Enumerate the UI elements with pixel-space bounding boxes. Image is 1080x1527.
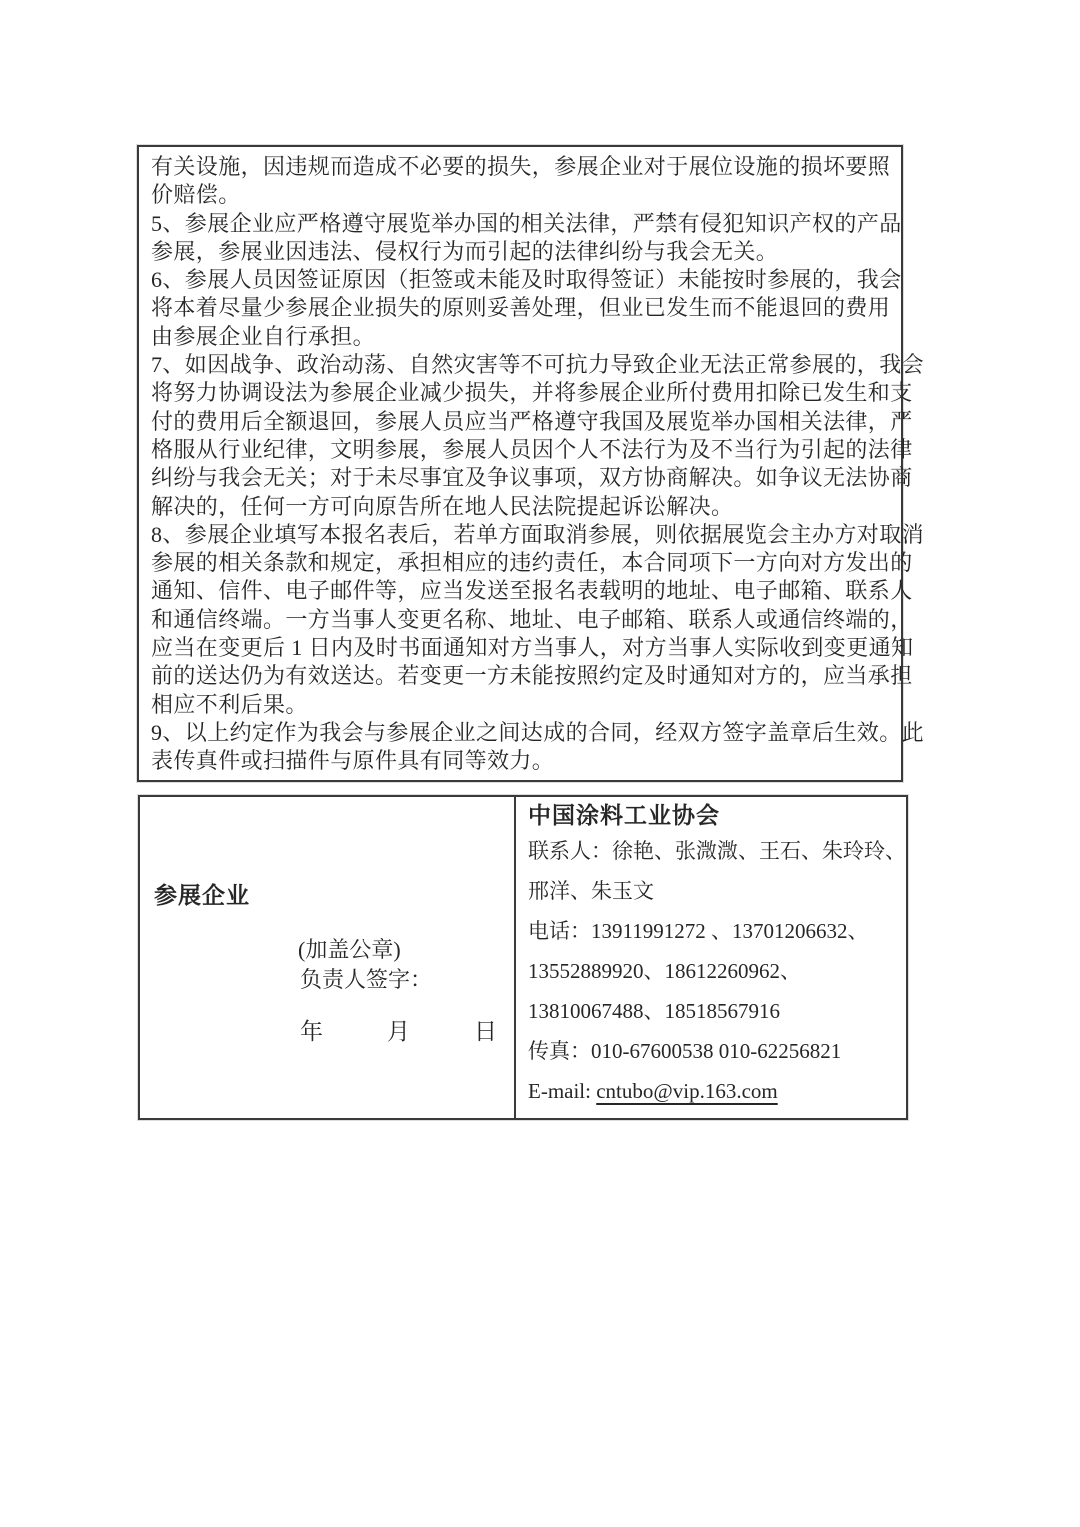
association-contact-block <box>528 831 906 1071</box>
terms-line: 表传真件或扫描件与原件具有同等效力。 <box>151 748 555 774</box>
terms-line: 应当在变更后 1 日内及时书面通知对方当事人，对方当事人实际收到变更通知 <box>151 635 914 661</box>
date-line: 年 月 日 <box>300 1019 503 1044</box>
terms-line: 格服从行业纪律，文明参展，参展人员因个人不法行为及不当行为引起的法律 <box>151 436 913 462</box>
terms-line: 解决的，任何一方可向原告所在地人民法院提起诉讼解决。 <box>151 493 734 519</box>
association-contact-line: 邢洋、朱玉文 <box>528 879 654 903</box>
email-label: E-mail: <box>528 1079 597 1103</box>
terms-line: 5、参展企业应严格遵守展览举办国的相关法律，严禁有侵犯知识产权的产品 <box>151 210 902 236</box>
association-contact-line: 13810067488、18518567916 <box>528 999 780 1023</box>
terms-line: 由参展企业自行承担。 <box>151 323 376 349</box>
terms-line: 价赔偿。 <box>151 182 241 208</box>
association-contact-line: 传真：010-67600538 010-62256821 <box>528 1039 842 1063</box>
signature-table <box>138 795 908 1120</box>
terms-line: 将努力协调设法为参展企业减少损失，并将参展企业所付费用扣除已发生和支 <box>151 380 913 406</box>
terms-line: 6、参展人员因签证原因（拒签或未能及时取得签证）未能按时参展的，我会 <box>151 267 902 293</box>
terms-line: 参展的相关条款和规定，承担相应的违约责任，本合同项下一方向对方发出的 <box>151 550 913 576</box>
seal-note: (加盖公章) <box>298 937 401 962</box>
terms-text-block <box>151 153 925 776</box>
signature-line-label: 负责人签字： <box>300 967 433 992</box>
exhibitor-label: 参展企业 <box>154 883 250 908</box>
terms-line: 参展，参展业因违法、侵权行为而引起的法律纠纷与我会无关。 <box>151 238 779 264</box>
terms-line: 通知、信件、电子邮件等，应当发送至报名表载明的地址、电子邮箱、联系人 <box>151 578 913 604</box>
association-contact-line: 电话：13911991272 、13701206632、 <box>528 919 869 943</box>
exhibitor-cell <box>140 797 516 1118</box>
terms-section <box>137 145 925 782</box>
email-address: cntubo@vip.163.com <box>596 1079 778 1103</box>
email-line <box>528 1071 906 1111</box>
terms-line: 有关设施，因违规而造成不必要的损失，参展企业对于展位设施的损坏要照 <box>151 154 891 179</box>
association-contact-line: 联系人：徐艳、张溦溦、王石、朱玲玲、 <box>528 839 906 863</box>
terms-line: 纠纷与我会无关；对于未尽事宜及争议事项，双方协商解决。如争议无法协商 <box>151 465 913 491</box>
terms-line: 9、以上约定作为我会与参展企业之间达成的合同，经双方签字盖章后生效。此 <box>151 719 925 745</box>
association-cell <box>516 797 914 1118</box>
terms-line: 7、如因战争、政治动荡、自然灾害等不可抗力导致企业无法正常参展的，我会 <box>151 352 925 378</box>
association-contact-line: 13552889920、18612260962、 <box>528 959 801 983</box>
terms-line: 8、参展企业填写本报名表后，若单方面取消参展，则依据展览会主办方对取消 <box>151 521 925 547</box>
terms-line: 前的送达仍为有效送达。若变更一方未能按照约定及时通知对方的，应当承担 <box>151 663 913 689</box>
terms-line: 付的费用后全额退回，参展人员应当严格遵守我国及展览举办国相关法律，严 <box>151 408 913 434</box>
association-name: 中国涂料工业协会 <box>528 803 720 828</box>
terms-line: 相应不利后果。 <box>151 691 308 717</box>
terms-line: 和通信终端。一方当事人变更名称、地址、电子邮箱、联系人或通信终端的， <box>151 606 913 632</box>
terms-line: 将本着尽量少参展企业损失的原则妥善处理，但业已发生而不能退回的费用 <box>151 295 891 321</box>
